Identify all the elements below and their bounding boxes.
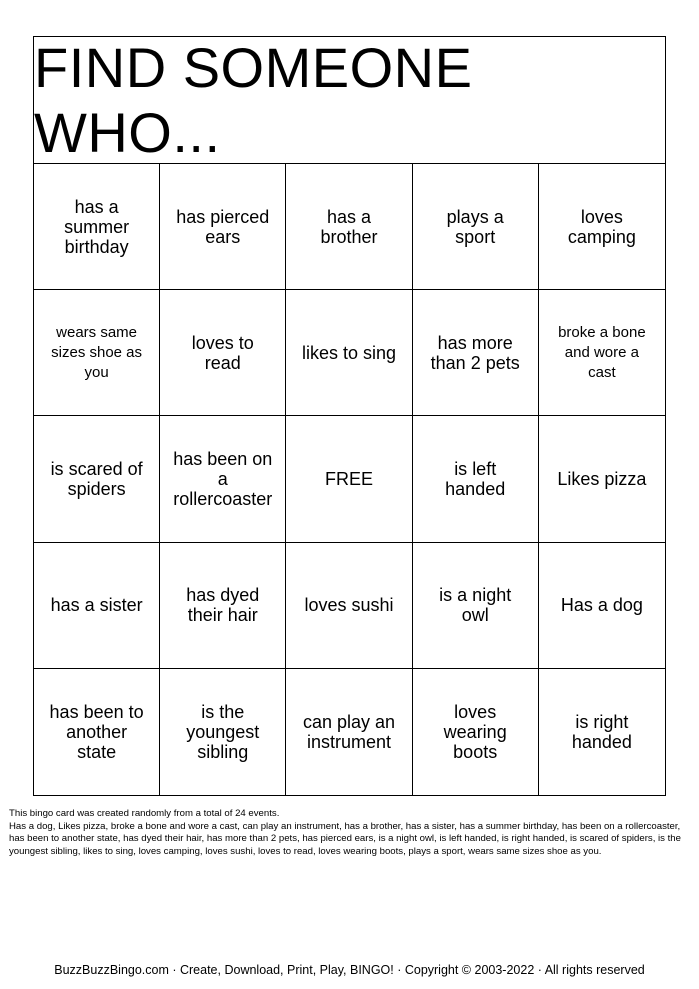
bingo-cell: has a sister (34, 543, 160, 669)
bingo-cell: likes to sing (286, 290, 412, 416)
bingo-cell: Has a dog (539, 543, 665, 669)
footer-copyright: BuzzBuzzBingo.com · Create, Download, Print, Play, BINGO! · Copyright © 2003-2022 · All rights reserved (54, 963, 645, 977)
bingo-card (33, 36, 666, 796)
bingo-cell: plays a sport (413, 164, 539, 290)
events-count-text: This bingo card was created randomly from a total of 24 events. (9, 808, 280, 819)
bingo-cell: is a night owl (413, 543, 539, 669)
bingo-cell: has pierced ears (160, 164, 286, 290)
free-space-cell: FREE (286, 416, 412, 542)
bingo-cell: has dyed their hair (160, 543, 286, 669)
events-note (9, 808, 693, 858)
bingo-cell: broke a bone and wore a cast (539, 290, 665, 416)
bingo-cell: is scared of spiders (34, 416, 160, 542)
bingo-cell: is right handed (571, 711, 632, 752)
bingo-cell: has been to another state (34, 669, 160, 795)
bingo-cell: is left handed (413, 416, 539, 542)
bingo-cell: loves sushi (286, 543, 412, 669)
bingo-cell: has a summer birthday (34, 164, 160, 290)
bingo-cell: loves wearing boots (413, 669, 539, 795)
bingo-cell: Likes pizza (539, 416, 665, 542)
bingo-cell: has been on a rollercoaster (160, 416, 286, 542)
bingo-cell: loves camping (539, 164, 665, 290)
bingo-cell: loves to read (160, 290, 286, 416)
bingo-cell: has more than 2 pets (413, 290, 539, 416)
bingo-cell: is the youngest sibling (160, 669, 286, 795)
bingo-grid (34, 164, 665, 795)
events-list-text: Has a dog, Likes pizza, broke a bone and wore a cast, can play an instrument, has a brother, has a sister, has a summer birthday, has been on a rollercoaster, has been to another state, has dyed their hair, has more than 2 pets, has pierced ears, is a night owl, is left handed, is right handed, is scared of spiders, is the youngest sibling, likes to sing, loves camping, loves sushi, loves to read, loves wearing boots, plays a sport, wears same sizes shoe as you. (9, 820, 681, 857)
bingo-cell: has a brother (286, 164, 412, 290)
card-title: FIND SOMEONE WHO... (34, 37, 665, 164)
bingo-cell: can play an instrument (286, 669, 412, 795)
bingo-cell: wears same sizes shoe as you (34, 290, 160, 416)
